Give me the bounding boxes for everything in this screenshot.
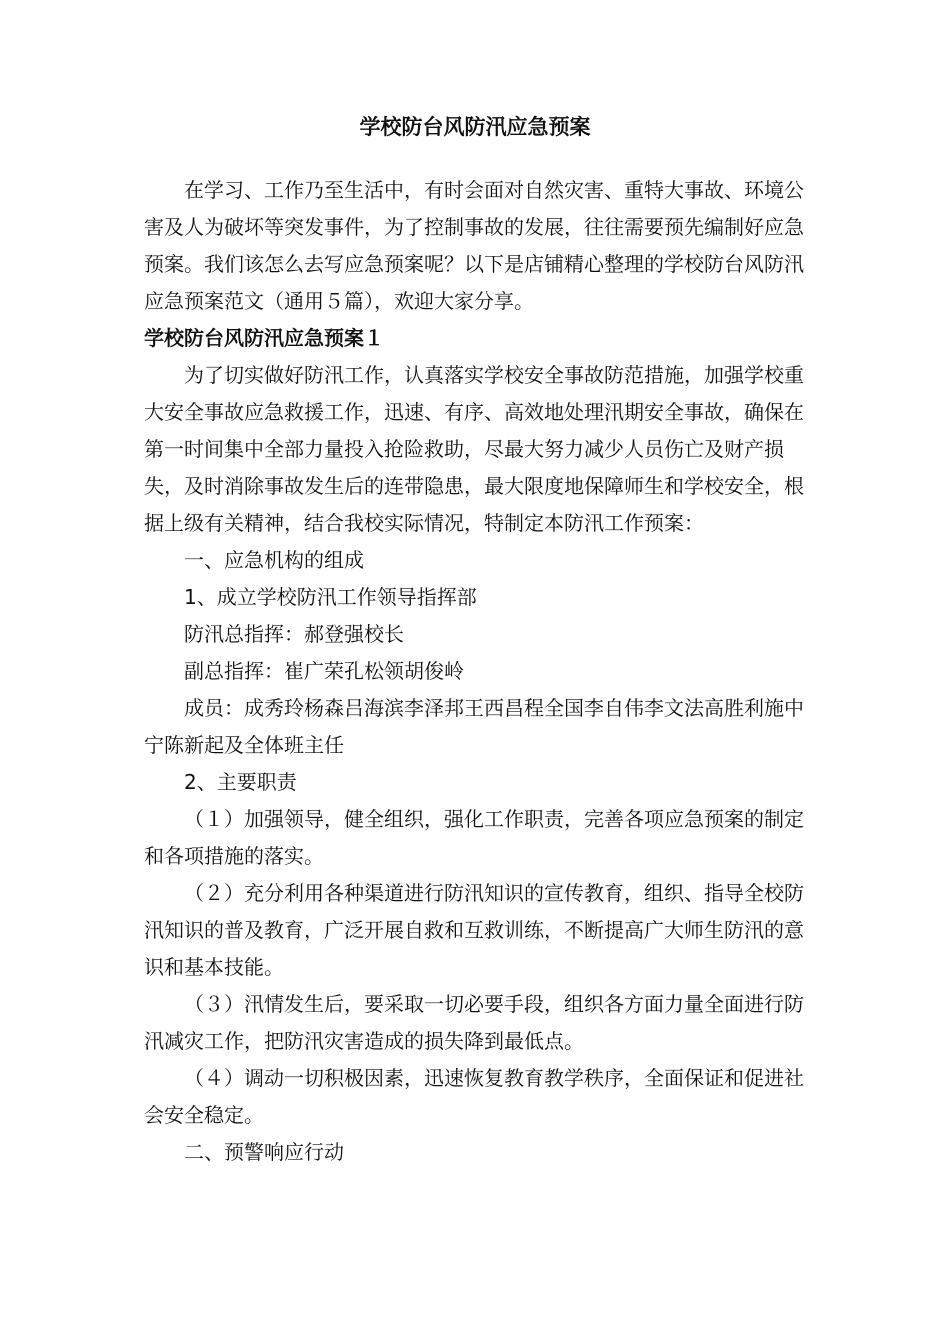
section-heading: 学校防台风防汛应急预案１: [144, 326, 384, 350]
subsection-heading: 二、预警响应行动: [184, 1140, 344, 1164]
list-item: 副总指挥：崔广荣孔松领胡俊岭: [184, 659, 464, 683]
list-item: 1、成立学校防汛工作领导指挥部: [184, 585, 477, 609]
list-item: 成员：成秀玲杨森吕海滨李泽邦王西昌程全国李自伟李文法高胜利施中宁陈新起及全体班主任: [144, 696, 804, 757]
subsection-heading: 一、应急机构的组成: [184, 548, 364, 572]
list-item: 2、主要职责: [184, 770, 297, 794]
document-title: 学校防台风防汛应急预案: [359, 115, 591, 139]
intro-paragraph: 在学习、工作乃至生活中，有时会面对自然灾害、重特大事故、环境公害及人为破坏等突发事件，为了控制事故的发展，往往需要预先编制好应急预案。我们该怎么去写应急预案呢？以下是店铺精心整理的学校防台风防汛应急预案范文（通用５篇），欢迎大家分享。: [144, 178, 804, 313]
list-item: （３）汛情发生后，要采取一切必要手段，组织各方面力量全面进行防汛减灾工作，把防汛灾害造成的损失降到最低点。: [144, 992, 804, 1053]
list-item: 防汛总指挥：郝登强校长: [184, 622, 404, 646]
list-item: （２）充分利用各种渠道进行防汛知识的宣传教育，组织、指导全校防汛知识的普及教育，广泛开展自救和互救训练，不断提高广大师生防汛的意识和基本技能。: [144, 881, 804, 979]
list-item: （１）加强领导，健全组织，强化工作职责，完善各项应急预案的制定和各项措施的落实。: [144, 807, 804, 868]
body-paragraph: 为了切实做好防汛工作，认真落实学校安全事故防范措施，加强学校重大安全事故应急救援工作，迅速、有序、高效地处理汛期安全事故，确保在第一时间集中全部力量投入抢险救助，尽最大努力减少人员伤亡及财产损失，及时消除事故发生后的连带隐患，最大限度地保障师生和学校安全，根据上级有关精神，结合我校实际情况，特制定本防汛工作预案：: [144, 363, 804, 535]
list-item: （４）调动一切积极因素，迅速恢复教育教学秩序，全面保证和促进社会安全稳定。: [144, 1066, 804, 1127]
document-body: [144, 172, 810, 1171]
